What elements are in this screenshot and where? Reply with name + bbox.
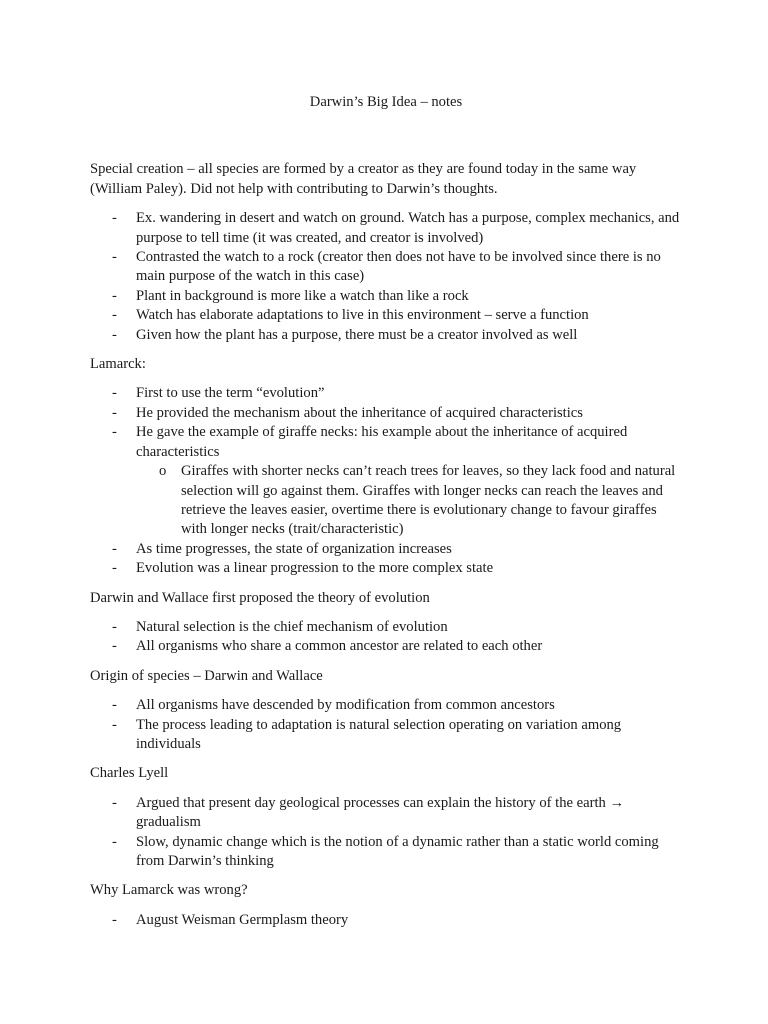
- list-item: [90, 306, 682, 325]
- list-item: [90, 637, 682, 656]
- list-item-text: Ex. wandering in desert and watch on ground. Watch has a purpose, complex mechanics, and purpose to tell time (it was created, and creator is involved): [136, 210, 680, 246]
- dash-bullet: -: [112, 385, 117, 402]
- section-heading-charles-lyell: Charles Lyell: [90, 765, 169, 782]
- list-item: [90, 404, 682, 423]
- list-item-text: He gave the example of giraffe necks: his example about the inheritance of acquired characteristics: [136, 424, 628, 460]
- document-title: Darwin’s Big Idea – notes: [309, 94, 463, 110]
- dash-bullet: -: [112, 638, 117, 655]
- lamarck-list: [90, 384, 682, 578]
- dash-bullet: -: [112, 287, 117, 304]
- dash-bullet: -: [112, 911, 117, 928]
- dash-bullet: -: [112, 326, 117, 343]
- list-item: [90, 384, 682, 403]
- sublist-item-text: Giraffes with shorter necks can’t reach trees for leaves, so they lack food and natural selection will go against them. Giraffes with longer necks can reach the leaves and retrieve the leaves easier, overtime there is evolutionary change to favour giraffes with longer necks (trait/characteristic): [181, 463, 676, 538]
- darwin-wallace-list: [90, 618, 682, 657]
- list-item: [90, 559, 682, 578]
- list-item-text: As time progresses, the state of organization increases: [136, 540, 452, 557]
- list-item-text: August Weisman Germplasm theory: [136, 911, 349, 928]
- dash-bullet: -: [112, 794, 117, 811]
- dash-bullet: -: [112, 560, 117, 577]
- dash-bullet: -: [112, 618, 117, 635]
- dash-bullet: -: [112, 249, 117, 266]
- list-item: [90, 326, 682, 345]
- list-item-text: Contrasted the watch to a rock (creator then does not have to be involved since there is no main purpose of the watch in this case): [136, 249, 661, 285]
- list-item: [90, 618, 682, 637]
- list-item-text: First to use the term “evolution”: [136, 385, 325, 402]
- list-item-text: Natural selection is the chief mechanism of evolution: [136, 618, 448, 635]
- section-heading-special-creation: Special creation – all species are formed by a creator as they are found today in the same way (William Paley). Did not help with contributing to Darwin’s thoughts.: [90, 161, 637, 197]
- list-item: [90, 833, 682, 872]
- dash-bullet: -: [112, 540, 117, 557]
- list-item: [90, 716, 682, 755]
- dash-bullet: -: [112, 307, 117, 324]
- list-item: [90, 696, 682, 715]
- giraffe-sublist: [136, 462, 682, 540]
- section-heading-origin-of-species: Origin of species – Darwin and Wallace: [90, 667, 323, 684]
- origin-of-species-list: [90, 696, 682, 754]
- dash-bullet: -: [112, 424, 117, 441]
- list-item-text: Evolution was a linear progression to the more complex state: [136, 560, 494, 577]
- list-item: [90, 794, 682, 833]
- list-item: [90, 540, 682, 559]
- list-item: [90, 248, 682, 287]
- list-item: [90, 287, 682, 306]
- section-heading-why-lamarck-wrong: Why Lamarck was wrong?: [90, 882, 248, 899]
- list-item-text: Slow, dynamic change which is the notion of a dynamic rather than a static world coming from Darwin’s thinking: [136, 833, 659, 869]
- charles-lyell-list: [90, 794, 682, 872]
- list-item-text: Argued that present day geological processes can explain the history of the earth → gradualism: [136, 794, 625, 831]
- list-item-text: All organisms have descended by modification from common ancestors: [136, 697, 555, 714]
- dash-bullet: -: [112, 697, 117, 714]
- dash-bullet: -: [112, 210, 117, 227]
- special-creation-list: [90, 209, 682, 345]
- list-item: [90, 423, 682, 539]
- list-item-text: He provided the mechanism about the inheritance of acquired characteristics: [136, 404, 583, 421]
- sublist-item: [136, 462, 682, 540]
- list-item-text: The process leading to adaptation is natural selection operating on variation among individuals: [136, 716, 622, 752]
- dash-bullet: -: [112, 716, 117, 733]
- circle-bullet: o: [159, 463, 167, 480]
- list-item-text: All organisms who share a common ancestor are related to each other: [136, 638, 543, 655]
- section-heading-darwin-wallace: Darwin and Wallace first proposed the theory of evolution: [90, 589, 430, 606]
- list-item: [90, 209, 682, 248]
- list-item-text: Given how the plant has a purpose, there must be a creator involved as well: [136, 326, 578, 343]
- section-heading-lamarck: Lamarck:: [90, 356, 146, 373]
- list-item-text: Plant in background is more like a watch than like a rock: [136, 287, 469, 304]
- list-item-text: Watch has elaborate adaptations to live in this environment – serve a function: [136, 307, 589, 324]
- why-lamarck-wrong-list: [90, 911, 682, 930]
- list-item: [90, 911, 682, 930]
- dash-bullet: -: [112, 833, 117, 850]
- document-page: [90, 93, 682, 940]
- dash-bullet: -: [112, 404, 117, 421]
